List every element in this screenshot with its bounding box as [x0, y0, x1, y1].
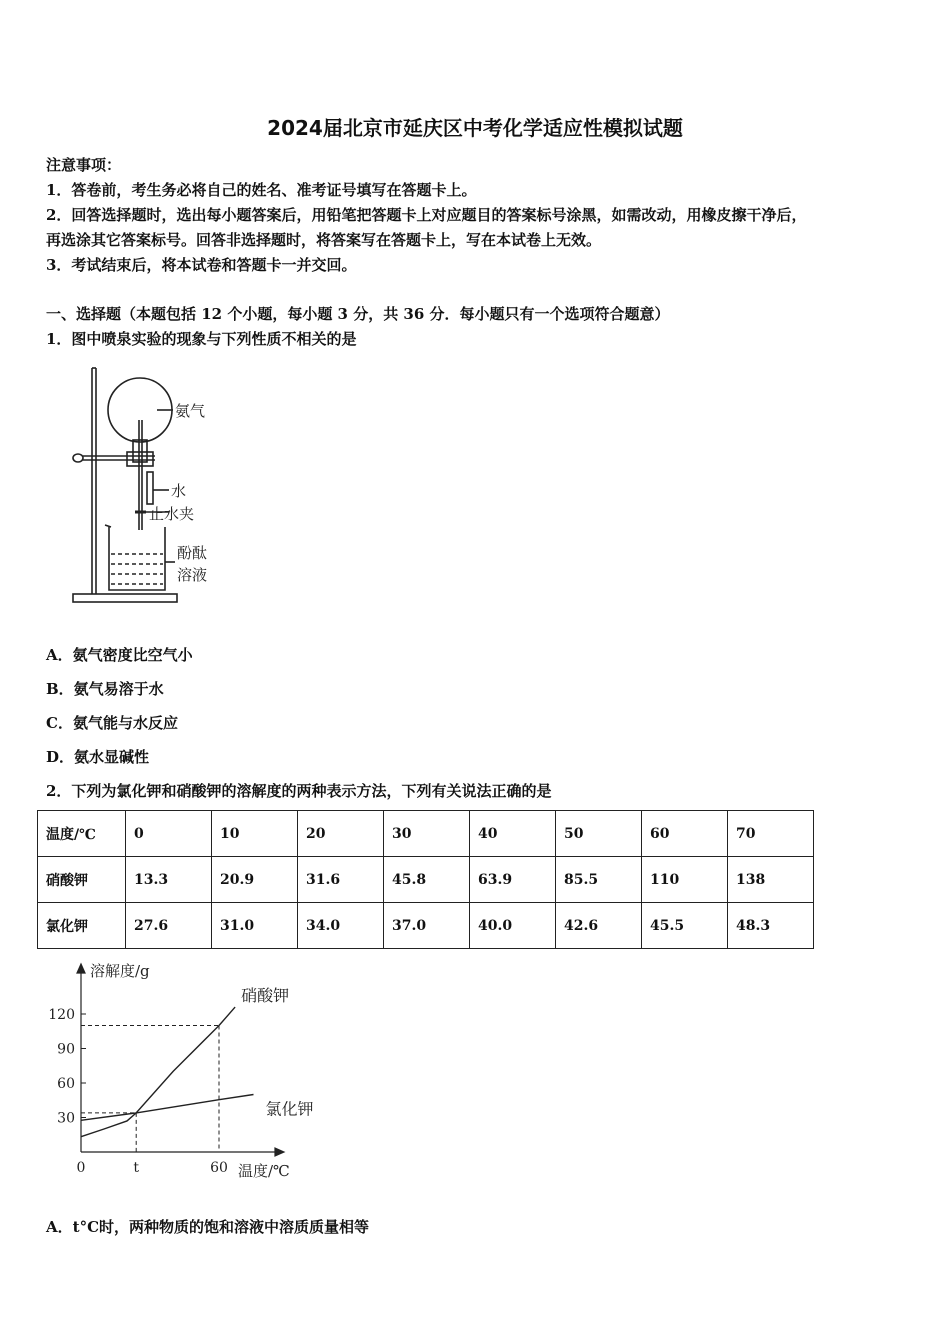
table-cell: 48.3 [728, 903, 814, 949]
q2-option-a: A．t°C时，两种物质的饱和溶液中溶质质量相等 [46, 1218, 370, 1236]
table-cell: 40 [470, 811, 556, 857]
table-cell: 70 [728, 811, 814, 857]
notice-item: 3．考试结束后，将本试卷和答题卡一并交回。 [46, 256, 357, 274]
table-cell: 0 [126, 811, 212, 857]
label-solution: 溶液 [177, 566, 208, 584]
table-row [38, 857, 814, 903]
table-cell: 27.6 [126, 903, 212, 949]
table-cell: 10 [212, 811, 298, 857]
section-heading: 一、选择题（本题包括 12 个小题，每小题 3 分，共 36 分．每小题只有一个选项符合题意） [46, 305, 670, 323]
table-cell: 42.6 [556, 903, 642, 949]
table-cell: 50 [556, 811, 642, 857]
table-cell: 氯化钾 [38, 903, 126, 949]
series-label: 氯化钾 [265, 1099, 314, 1119]
x-axis-label: 温度/℃ [238, 1162, 290, 1180]
table-cell: 63.9 [470, 857, 556, 903]
y-tick-label: 30 [57, 1110, 75, 1127]
page-title: 2024届北京市延庆区中考化学适应性模拟试题 [267, 116, 683, 140]
q1-option-b: B．氨气易溶于水 [46, 680, 164, 698]
table-cell: 40.0 [470, 903, 556, 949]
table-header-row [38, 811, 814, 857]
table-cell: 20 [298, 811, 384, 857]
table-row [38, 903, 814, 949]
x-tick-label: 0 [76, 1160, 86, 1176]
table-cell: 85.5 [556, 857, 642, 903]
table-cell: 温度/℃ [38, 811, 126, 857]
y-tick-label: 90 [57, 1041, 75, 1058]
table-cell: 138 [728, 857, 814, 903]
q1-option-a: A．氨气密度比空气小 [46, 646, 193, 664]
question-2-stem: 2．下列为氯化钾和硝酸钾的溶解度的两种表示方法，下列有关说法正确的是 [46, 782, 552, 800]
fountain-apparatus-figure [65, 362, 235, 607]
table-cell: 110 [642, 857, 728, 903]
table-cell: 硝酸钾 [38, 857, 126, 903]
q1-option-d: D．氨水显碱性 [46, 748, 150, 766]
label-ammonia: 氨气 [175, 402, 206, 420]
table-cell: 30 [384, 811, 470, 857]
y-axis-label: 溶解度/g [90, 962, 150, 980]
series-line-potassium-chloride [81, 1095, 254, 1121]
table-cell: 45.5 [642, 903, 728, 949]
label-clamp: 止水夹 [149, 505, 195, 523]
table-cell: 45.8 [384, 857, 470, 903]
series-label: 硝酸钾 [241, 986, 290, 1006]
table-cell: 31.6 [298, 857, 384, 903]
table-cell: 34.0 [298, 903, 384, 949]
table-cell: 20.9 [212, 857, 298, 903]
table-cell: 60 [642, 811, 728, 857]
q1-option-c: C．氨气能与水反应 [46, 714, 178, 732]
table-cell: 13.3 [126, 857, 212, 903]
table-cell: 31.0 [212, 903, 298, 949]
x-tick-label: t [133, 1160, 140, 1176]
notice-item: 1．答卷前，考生务必将自己的姓名、准考证号填写在答题卡上。 [46, 181, 477, 199]
solubility-table [37, 810, 814, 949]
y-tick-label: 120 [48, 1007, 75, 1023]
question-1-stem: 1．图中喷泉实验的现象与下列性质不相关的是 [46, 330, 357, 348]
table-cell: 37.0 [384, 903, 470, 949]
label-water: 水 [171, 482, 187, 500]
x-tick-label: 60 [210, 1160, 228, 1176]
solubility-chart [40, 958, 320, 1188]
notice-item: 再选涂其它答案标号。回答非选择题时，将答案写在答题卡上，写在本试卷上无效。 [46, 231, 602, 249]
notice-heading: 注意事项： [46, 156, 122, 174]
y-tick-label: 60 [57, 1076, 75, 1092]
notice-item: 2．回答选择题时，选出每小题答案后，用铅笔把答题卡上对应题目的答案标号涂黑，如需改动，用橡皮擦干净后， [46, 206, 807, 224]
label-phenolphthalein: 酚酞 [177, 544, 208, 562]
